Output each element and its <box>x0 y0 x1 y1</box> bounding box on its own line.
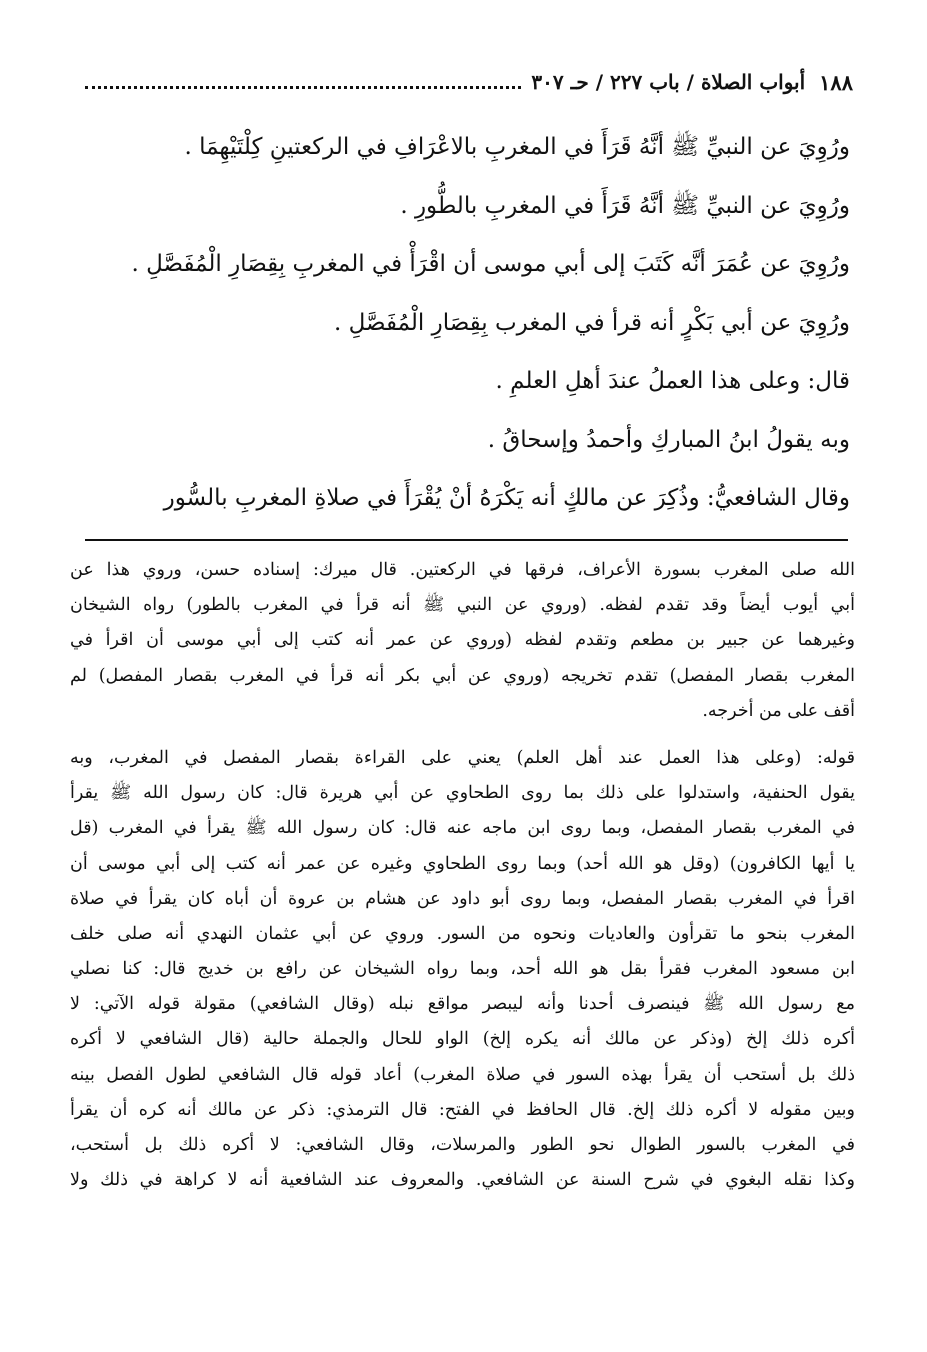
page-number: ١٨٨ <box>819 69 853 95</box>
commentary-line: وغيرهما عن جبير بن مطعم وتقدم لفظه (وروي عن عمر أنه كتب إلى أبي موسى أن اقرأ في <box>70 630 855 651</box>
main-line: وقال الشافعيُّ: وذُكِرَ عن مالكٍ أنه يَكْرَهُ أنْ يُقْرَأَ في صلاةِ المغربِ بالسُّور <box>163 485 850 511</box>
main-line: قال: وعلى هذا العملُ عندَ أهلِ العلمِ . <box>495 368 850 394</box>
main-line: ورُوِيَ عن النبيِّ ﷺ أنَّهُ قَرَأَ في المغربِ بالطُّورِ . <box>400 192 850 219</box>
commentary-line: وبين مقوله لا أكره ذلك إلخ. قال الحافظ في الفتح: قال الترمذي: ذكر عن مالك أنه كره أن يقرأ <box>70 1099 855 1120</box>
commentary-line: ابن مسعود المغرب فقرأ بقل هو الله أحد، وبما رواه الشيخان عن رافع بن خديج قال: كنا نصلي <box>70 959 855 980</box>
main-line: ورُوِيَ عن النبيِّ ﷺ أنَّهُ قَرَأَ في المغربِ بالاعْرَافِ في الركعتينِ كِلْتَيْهِمَا . <box>184 134 850 160</box>
footnote-separator <box>85 539 848 541</box>
commentary-line: اقرأ في المغرب بقصار المفصل، وبما روى أبو داود عن هشام بن عروة أن أباه كان يقرأ في صلاة <box>70 888 855 909</box>
commentary-line: المغرب بنحو ما تقرأون والعاديات ونحوه من السور. وروي عن أبي عثمان النهدي أنه صلى خلف <box>70 923 855 944</box>
header-dot-leader <box>85 76 521 89</box>
commentary-line: مع رسول الله ﷺ فينصرف أحدنا وأنه ليبصر مواقع نبله (وقال الشافعي) مقولة قوله الآتي: لا <box>70 994 855 1015</box>
commentary <box>70 553 855 1198</box>
main-text <box>80 118 850 528</box>
main-line: ورُوِيَ عن أبي بَكْرٍ أنه قرأ في المغرب بِقِصَارِ الْمُفَصَّلِ . <box>333 309 850 336</box>
main-line: وبه يقولُ ابنُ المباركِ وأحمدُ وإسحاقُ . <box>487 426 850 453</box>
commentary-line: في المغرب بالسور الطوال نحو الطور والمرسلات، وقال الشافعي: لا أكره ذلك بل أستحب، <box>70 1135 855 1155</box>
commentary-line: الله صلى المغرب بسورة الأعراف، فرقها في الركعتين. قال ميرك: إسناده حسن، وروي هذا عن <box>70 560 855 580</box>
commentary-line: أقف على من أخرجه. <box>702 700 855 721</box>
commentary-line: ذلك بل أستحب أن يقرأ بهذه السور في صلاة المغرب) أعاد قوله قال الشافعي لطول الفصل بينه <box>70 1064 855 1085</box>
main-line: ورُوِيَ عن عُمَرَ أنَّه كَتَبَ إلى أبي موسى أن اقْرَأْ في المغربِ بِقِصَارِ الْمُفَصَّلِ . <box>131 251 850 277</box>
commentary-line: أكره ذلك إلخ (وذكر عن مالك أنه يكره إلخ) الواو للحال والجملة حالية (قال الشافعي لا أكره <box>70 1029 855 1050</box>
commentary-line: أبي أيوب أيضاً وقد تقدم لفظه. (وروي عن النبي ﷺ أنه قرأ في المغرب بالطور) رواه الشيخان <box>70 595 855 616</box>
commentary-line: المغرب بقصار المفصل) تقدم تخريجه (وروي عن أبي بكر أنه قرأ في المغرب بقصار المفصل) لم <box>70 665 855 686</box>
commentary-line: قوله: (وعلى هذا العمل عند أهل العلم) يعني على القراءة بقصار المفصل في المغرب، وبه <box>70 747 855 768</box>
running-header <box>75 62 853 102</box>
commentary-line: في المغرب بقصار المفصل، وبما روى ابن ماجه عنه قال: كان رسول الله ﷺ يقرأ في المغرب (قل <box>70 818 855 839</box>
commentary-line: يا أيها الكافرون) (وقل هو الله أحد) وبما روى الطحاوي وغيره عن عمر أنه كتب إلى أبي موسى أن <box>70 853 855 874</box>
commentary-line: يقول الحنفية، واستدلوا على ذلك بما روى الطحاوي عن أبي هريرة قال: كان رسول الله ﷺ يقرأ <box>70 783 855 804</box>
commentary-line: وكذا نقله البغوي في شرح السنة عن الشافعي. والمعروف عند الشافعية أنه لا كراهة في ذلك ولا <box>70 1170 855 1191</box>
header-title: أبواب الصلاة / باب ٢٢٧ / حـ ٣٠٧ <box>531 70 806 94</box>
